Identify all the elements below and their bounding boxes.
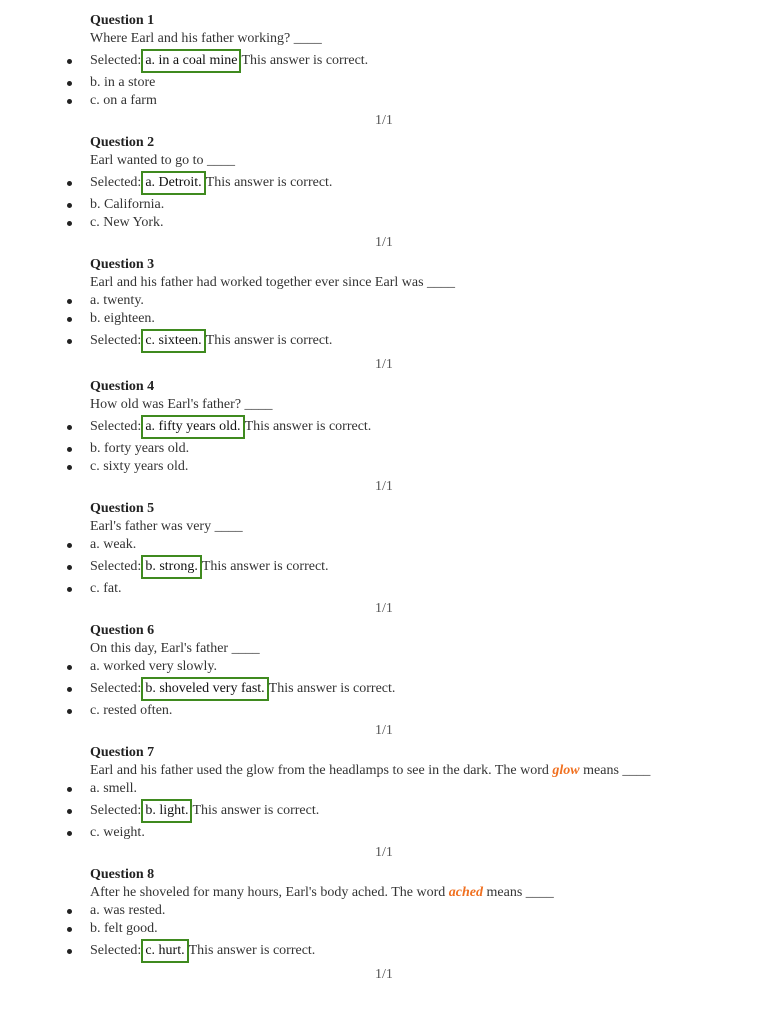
question-title: Question 5 bbox=[90, 501, 155, 516]
answer-option bbox=[90, 292, 768, 310]
option-text: a. was rested. bbox=[90, 903, 166, 918]
question-title: Question 3 bbox=[90, 257, 155, 272]
question-title: Question 6 bbox=[90, 623, 155, 638]
bullet-icon bbox=[67, 587, 72, 592]
question-text: Earl's father was very ____ bbox=[90, 519, 243, 534]
question-score: 1/1 bbox=[375, 601, 393, 616]
vocabulary-word: ached bbox=[448, 885, 483, 900]
answer-options bbox=[0, 658, 768, 720]
question-block bbox=[0, 500, 768, 622]
option-text: b. forty years old. bbox=[90, 441, 190, 456]
answer-options bbox=[0, 292, 768, 354]
question-title: Question 7 bbox=[90, 745, 155, 760]
correct-feedback: This answer is correct. bbox=[192, 803, 320, 818]
answer-option-selected bbox=[90, 938, 768, 964]
answer-option bbox=[90, 92, 768, 110]
option-text: b. California. bbox=[90, 197, 165, 212]
bullet-icon bbox=[67, 565, 72, 570]
correct-feedback: This answer is correct. bbox=[205, 333, 333, 348]
option-text: a. smell. bbox=[90, 781, 138, 796]
bullet-icon bbox=[67, 447, 72, 452]
answer-option bbox=[90, 196, 768, 214]
answer-option-selected bbox=[90, 328, 768, 354]
question-text-part: means ____ bbox=[579, 763, 651, 778]
question-text-part: means ____ bbox=[483, 885, 554, 900]
answer-option-selected bbox=[90, 170, 768, 196]
selected-answer: a. Detroit. bbox=[141, 171, 205, 195]
vocabulary-word: glow bbox=[552, 763, 580, 778]
question-text: Earl and his father had worked together ever since Earl was ____ bbox=[90, 275, 456, 290]
answer-option bbox=[90, 536, 768, 554]
answer-option bbox=[90, 702, 768, 720]
selected-label: Selected: bbox=[90, 803, 142, 818]
bullet-icon bbox=[67, 687, 72, 692]
selected-answer: b. strong. bbox=[141, 555, 202, 579]
option-text: c. weight. bbox=[90, 825, 145, 840]
selected-label: Selected: bbox=[90, 333, 142, 348]
question-score: 1/1 bbox=[375, 479, 393, 494]
selected-answer: a. in a coal mine bbox=[141, 49, 241, 73]
bullet-icon bbox=[67, 59, 72, 64]
bullet-icon bbox=[67, 81, 72, 86]
question-score: 1/1 bbox=[375, 723, 393, 738]
question-text: On this day, Earl's father ____ bbox=[90, 641, 260, 656]
answer-option bbox=[90, 658, 768, 676]
option-text: b. eighteen. bbox=[90, 311, 155, 326]
bullet-icon bbox=[67, 203, 72, 208]
correct-feedback: This answer is correct. bbox=[268, 681, 396, 696]
correct-feedback: This answer is correct. bbox=[201, 559, 329, 574]
selected-answer: a. fifty years old. bbox=[141, 415, 244, 439]
answer-option bbox=[90, 580, 768, 598]
question-block bbox=[0, 622, 768, 744]
correct-feedback: This answer is correct. bbox=[188, 943, 316, 958]
option-text: a. worked very slowly. bbox=[90, 659, 218, 674]
option-text: b. felt good. bbox=[90, 921, 158, 936]
answer-option-selected bbox=[90, 48, 768, 74]
answer-option bbox=[90, 74, 768, 92]
option-text: c. fat. bbox=[90, 581, 122, 596]
answer-options bbox=[0, 170, 768, 232]
question-text-part: Earl and his father used the glow from the headlamps to see in the dark. The word bbox=[90, 763, 553, 778]
question-text: Earl wanted to go to ____ bbox=[90, 153, 236, 168]
bullet-icon bbox=[67, 221, 72, 226]
question-text: Where Earl and his father working? ____ bbox=[90, 31, 322, 46]
question-score: 1/1 bbox=[375, 967, 393, 982]
option-text: a. weak. bbox=[90, 537, 137, 552]
bullet-icon bbox=[67, 831, 72, 836]
question-block bbox=[0, 866, 768, 988]
bullet-icon bbox=[67, 927, 72, 932]
question-score: 1/1 bbox=[375, 845, 393, 860]
question-title: Question 4 bbox=[90, 379, 155, 394]
question-block bbox=[0, 256, 768, 378]
answer-option-selected bbox=[90, 414, 768, 440]
question-block bbox=[0, 134, 768, 256]
quiz-review bbox=[0, 12, 768, 988]
option-text: a. twenty. bbox=[90, 293, 144, 308]
question-text-part: After he shoveled for many hours, Earl's body ached. The word bbox=[90, 885, 449, 900]
bullet-icon bbox=[67, 665, 72, 670]
answer-option bbox=[90, 824, 768, 842]
selected-label: Selected: bbox=[90, 943, 142, 958]
option-text: c. rested often. bbox=[90, 703, 173, 718]
bullet-icon bbox=[67, 465, 72, 470]
correct-feedback: This answer is correct. bbox=[241, 53, 369, 68]
answer-options bbox=[0, 536, 768, 598]
bullet-icon bbox=[67, 949, 72, 954]
selected-label: Selected: bbox=[90, 175, 142, 190]
correct-feedback: This answer is correct. bbox=[244, 419, 372, 434]
bullet-icon bbox=[67, 709, 72, 714]
question-text bbox=[90, 762, 670, 780]
option-text: c. on a farm bbox=[90, 93, 157, 108]
answer-option bbox=[90, 440, 768, 458]
answer-option bbox=[90, 780, 768, 798]
answer-option bbox=[90, 214, 768, 232]
option-text: c. sixty years old. bbox=[90, 459, 189, 474]
answer-options bbox=[0, 902, 768, 964]
question-score: 1/1 bbox=[375, 235, 393, 250]
bullet-icon bbox=[67, 181, 72, 186]
question-text: How old was Earl's father? ____ bbox=[90, 397, 273, 412]
question-block bbox=[0, 12, 768, 134]
question-title: Question 2 bbox=[90, 135, 155, 150]
question-score: 1/1 bbox=[375, 113, 393, 128]
selected-answer: c. sixteen. bbox=[141, 329, 205, 353]
question-block bbox=[0, 378, 768, 500]
question-text bbox=[90, 884, 670, 902]
option-text: c. New York. bbox=[90, 215, 164, 230]
selected-label: Selected: bbox=[90, 53, 142, 68]
answer-option bbox=[90, 920, 768, 938]
bullet-icon bbox=[67, 425, 72, 430]
answer-option bbox=[90, 902, 768, 920]
correct-feedback: This answer is correct. bbox=[205, 175, 333, 190]
answer-option bbox=[90, 310, 768, 328]
selected-label: Selected: bbox=[90, 559, 142, 574]
selected-answer: b. light. bbox=[141, 799, 192, 823]
selected-label: Selected: bbox=[90, 419, 142, 434]
bullet-icon bbox=[67, 339, 72, 344]
selected-answer: b. shoveled very fast. bbox=[141, 677, 268, 701]
answer-option-selected bbox=[90, 554, 768, 580]
answer-options bbox=[0, 48, 768, 110]
option-text: b. in a store bbox=[90, 75, 156, 90]
question-title: Question 8 bbox=[90, 867, 155, 882]
selected-label: Selected: bbox=[90, 681, 142, 696]
answer-option-selected bbox=[90, 676, 768, 702]
bullet-icon bbox=[67, 317, 72, 322]
answer-options bbox=[0, 414, 768, 476]
bullet-icon bbox=[67, 909, 72, 914]
question-score: 1/1 bbox=[375, 357, 393, 372]
question-block bbox=[0, 744, 768, 866]
bullet-icon bbox=[67, 299, 72, 304]
bullet-icon bbox=[67, 99, 72, 104]
answer-options bbox=[0, 780, 768, 842]
bullet-icon bbox=[67, 543, 72, 548]
bullet-icon bbox=[67, 809, 72, 814]
bullet-icon bbox=[67, 787, 72, 792]
selected-answer: c. hurt. bbox=[141, 939, 188, 963]
question-title: Question 1 bbox=[90, 13, 155, 28]
answer-option-selected bbox=[90, 798, 768, 824]
answer-option bbox=[90, 458, 768, 476]
